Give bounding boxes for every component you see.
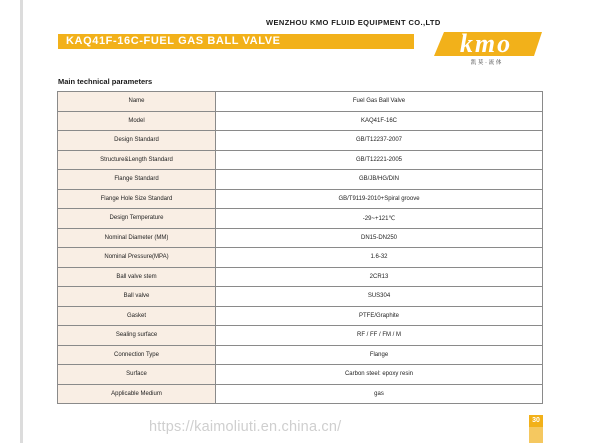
spec-label: Nominal Pressure(MPA) (58, 248, 216, 268)
spec-value: RF / FF / FM / M (216, 326, 543, 346)
product-title: KAQ41F-16C-FUEL GAS BALL VALVE (66, 35, 281, 47)
spec-label: Nominal Diameter (MM) (58, 228, 216, 248)
spec-value: DN15-DN250 (216, 228, 543, 248)
spec-row (58, 189, 543, 209)
spec-table (57, 91, 543, 404)
company-name: WENZHOU KMO FLUID EQUIPMENT CO.,LTD (266, 18, 441, 27)
spec-value: Flange (216, 345, 543, 365)
spec-label: Design Temperature (58, 209, 216, 229)
spec-value: GB/T12237-2007 (216, 131, 543, 151)
spec-value: 1.6-32 (216, 248, 543, 268)
title-bar (58, 34, 414, 49)
spec-label: Gasket (58, 306, 216, 326)
section-title: Main technical parameters (58, 77, 153, 86)
spec-label: Sealing surface (58, 326, 216, 346)
spec-value: PTFE/Graphite (216, 306, 543, 326)
spec-label: Flange Hole Size Standard (58, 189, 216, 209)
spec-value: gas (216, 384, 543, 404)
page-tab (529, 427, 543, 443)
spec-row (58, 267, 543, 287)
spec-value: Carbon steel: epoxy resin (216, 365, 543, 385)
logo-text: kmo (459, 29, 513, 58)
spec-row (58, 365, 543, 385)
spec-label: Flange Standard (58, 170, 216, 190)
spec-row (58, 228, 543, 248)
spec-value: KAQ41F-16C (216, 111, 543, 131)
spec-value: 2CR13 (216, 267, 543, 287)
logo-subtext: 凯 莫 · 流 体 (470, 60, 502, 66)
spec-label: Ball valve (58, 287, 216, 307)
watermark: https://kaimoliuti.en.china.cn/ (149, 419, 342, 435)
spec-row (58, 287, 543, 307)
spec-row (58, 92, 543, 112)
spec-label: Applicable Medium (58, 384, 216, 404)
spec-value: GB/JB/HG/DIN (216, 170, 543, 190)
spec-label: Model (58, 111, 216, 131)
spec-label: Ball valve stem (58, 267, 216, 287)
spec-row (58, 170, 543, 190)
spec-row (58, 345, 543, 365)
kmo-logo (430, 28, 542, 66)
spec-row (58, 326, 543, 346)
spec-row (58, 209, 543, 229)
spec-label: Connection Type (58, 345, 216, 365)
spec-label: Design Standard (58, 131, 216, 151)
spec-value: SUS304 (216, 287, 543, 307)
spec-value: Fuel Gas Ball Valve (216, 92, 543, 112)
spec-value: GB/T9119-2010+Spiral groove (216, 189, 543, 209)
spec-label: Name (58, 92, 216, 112)
spec-row (58, 384, 543, 404)
spec-label: Structure&Length Standard (58, 150, 216, 170)
spec-label: Surface (58, 365, 216, 385)
page-number: 30 (529, 415, 543, 427)
spec-row (58, 248, 543, 268)
spec-value: GB/T12221-2005 (216, 150, 543, 170)
spec-value: -29~+121℃ (216, 209, 543, 229)
page-edge (20, 0, 23, 443)
spec-row (58, 111, 543, 131)
spec-row (58, 150, 543, 170)
spec-row (58, 306, 543, 326)
spec-row (58, 131, 543, 151)
